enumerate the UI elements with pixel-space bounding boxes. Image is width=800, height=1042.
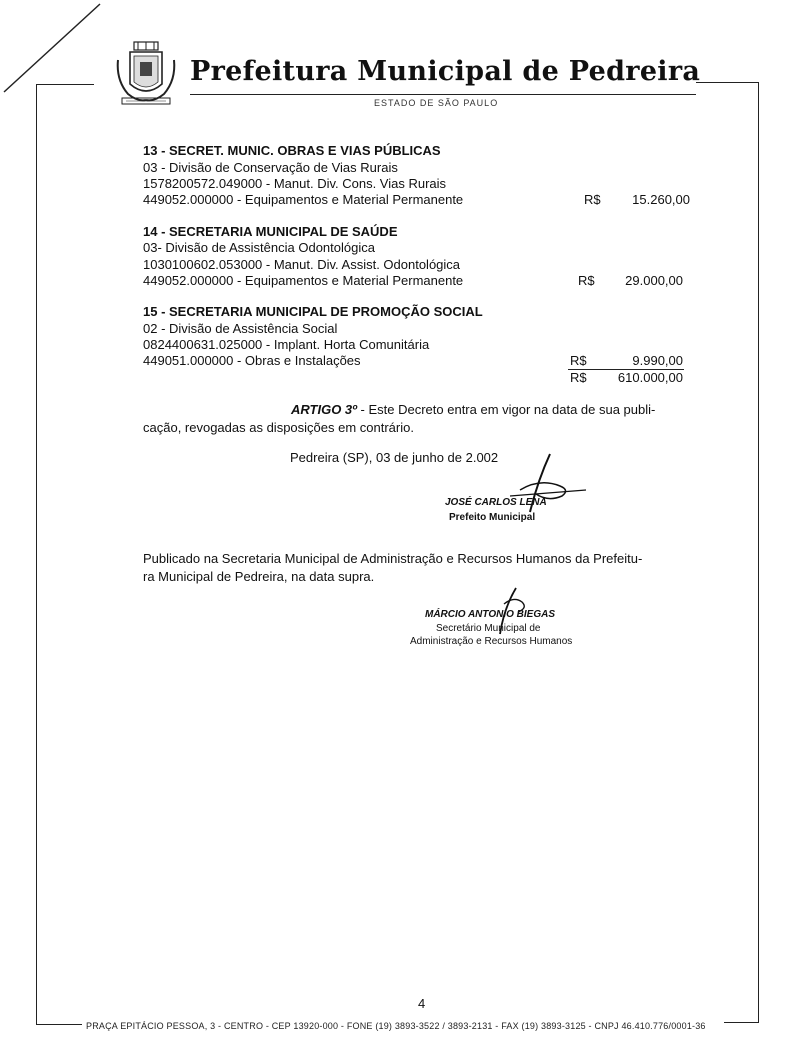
footer-rule-right [724,1022,759,1023]
section-13-currency: R$ [584,192,601,207]
article-paragraph [143,401,703,437]
left-border [36,84,37,1024]
coat-of-arms-logo [114,40,178,108]
article-line1: - Este Decreto entra em vigor na data de sua publi- [356,402,656,417]
page-number: 4 [418,996,426,1011]
publication-paragraph [143,550,723,586]
footer-address: PRAÇA EPITÁCIO PESSOA, 3 - CENTRO - CEP 13920-000 - FONE (19) 3893-3522 / 3893-2131 - FAX (19) 3893-3125 - CNPJ 46.410.776/0001-36 [86,1021,706,1031]
section-13-heading: 13 - SECRET. MUNIC. OBRAS E VIAS PÚBLICAS [143,143,441,158]
section-14-program: 1030100602.053000 - Manut. Div. Assist. Odontológica [143,257,461,272]
secretary-name: MÁRCIO ANTONIO BIEGAS [425,609,556,620]
article-label: ARTIGO 3º [291,402,357,417]
section-15-currency: R$ [570,353,587,368]
secretary-role-line1: Secretário Municipal de [436,623,541,634]
section-13-amount: 15.260,00 [632,192,690,207]
section-14-currency: R$ [578,273,595,288]
section-15-division: 02 - Divisão de Assistência Social [143,321,338,336]
right-border [758,82,759,1022]
section-13-division: 03 - Divisão de Conservação de Vias Rurais [143,160,398,175]
corner-diagonal-line [0,0,1,1]
section-15-amount: 9.990,00 [632,353,683,368]
article-first-line [143,401,703,419]
page-title: Prefeitura Municipal de Pedreira [190,56,701,87]
mayor-name: JOSÉ CARLOS LENA [445,497,547,508]
header-rule-left [36,84,94,85]
publication-line2: ra Municipal de Pedreira, na data supra. [143,569,375,584]
section-13-program: 1578200572.049000 - Manut. Div. Cons. Vias Rurais [143,176,447,191]
article-line2: cação, revogadas as disposições em contrário. [143,420,414,435]
publication-line1: Publicado na Secretaria Municipal de Administração e Recursos Humanos da Prefeitu- [143,551,643,566]
total-amount: 610.000,00 [617,370,683,385]
section-14-item: 449052.000000 - Equipamentos e Material Permanente [143,273,464,288]
section-13-item: 449052.000000 - Equipamentos e Material Permanente [143,192,464,207]
mayor-signature [500,450,590,520]
section-14-heading: 14 - SECRETARIA MUNICIPAL DE SAÚDE [143,224,398,239]
section-15-heading: 15 - SECRETARIA MUNICIPAL DE PROMOÇÃO SOCIAL [143,304,483,319]
section-15-item: 449051.000000 - Obras e Instalações [143,353,361,368]
mayor-role: Prefeito Municipal [449,512,536,523]
section-14-amount: 29.000,00 [625,273,683,288]
total-currency: R$ [570,370,587,385]
header-rule-right [696,82,758,83]
secretary-role-line2: Administração e Recursos Humanos [410,636,573,647]
page-subtitle: ESTADO DE SÃO PAULO [374,98,499,108]
diagonal-stroke [0,0,110,100]
footer-rule-left [36,1024,82,1025]
section-15-program: 0824400631.025000 - Implant. Horta Comunitária [143,337,430,352]
date-line: Pedreira (SP), 03 de junho de 2.002 [290,450,499,465]
title-underline [190,94,696,95]
section-14-division: 03- Divisão de Assistência Odontológica [143,240,375,255]
